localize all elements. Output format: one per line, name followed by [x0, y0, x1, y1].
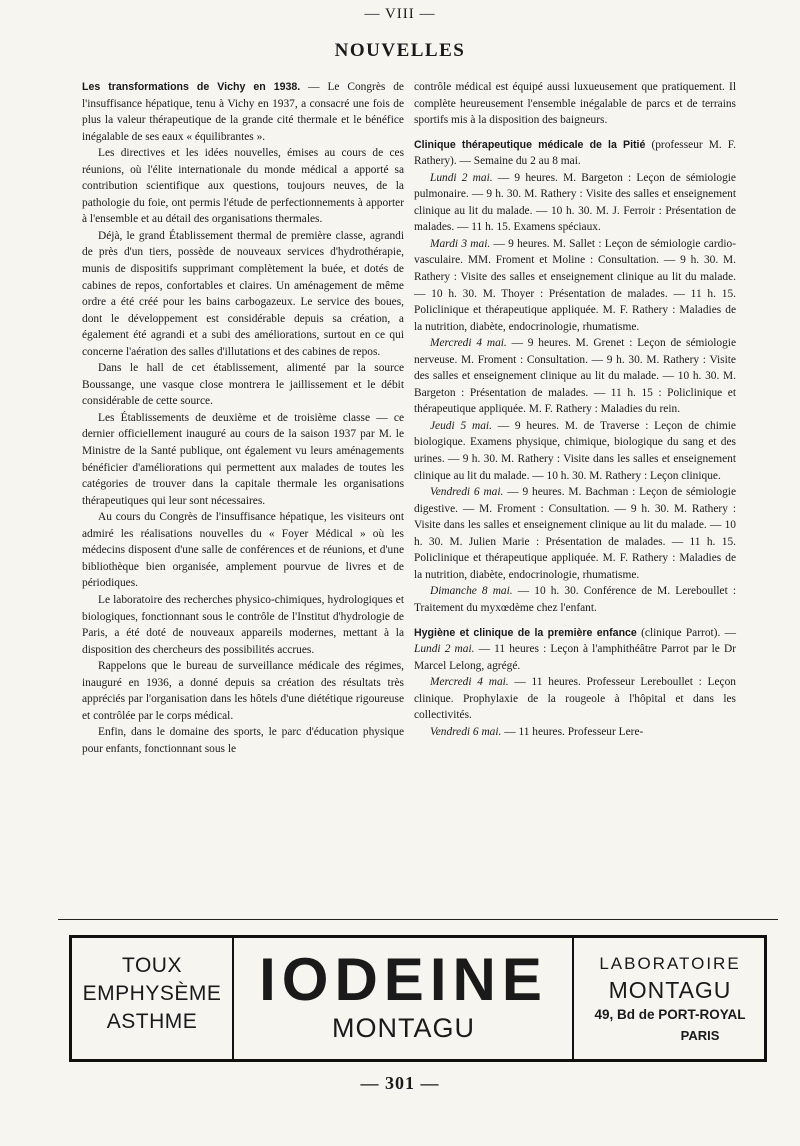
ad-lab-line: MONTAGU	[608, 977, 732, 1003]
schedule-entry	[414, 674, 736, 724]
article-heading: Clinique thérapeutique médicale de la Pitié	[414, 138, 646, 151]
entry-text: — 9 heures. M. Bachman : Leçon de sémiologie digestive. — M. Froment : Consultation. — 9 h. 30. M. Rathery : Visite dans les salles et enseignement clinique au lit du malade. — 10 h. 30. M. Julien Marie : Présentation de malades. — 11 h. 15. Policlinique et thérapeutique appliquée. M. F. Rathery : Maladies de la nutrition, diabète, endocrinologie, rhumatisme.	[414, 486, 736, 581]
ad-laboratory	[575, 952, 765, 1046]
right-column	[414, 79, 736, 740]
advertisement	[69, 935, 767, 1062]
paragraph: Déjà, le grand Établissement thermal de première classe, agrandi de près d'un tiers, possède de nouveaux services d'hydrothérapie, munis de dispositifs supprimant complètement la buée, et dotés de cabines de repos, confortables et claires. Un aménagement de même ordre a été créé pour les bains carbogazeux. Le service des boues, dont le développement est considérable depuis sa création, a également été agrandi et a subi des améliorations, surtout en ce qui concerne l'aération des salles d'illutations et des cabines de repos.	[82, 229, 404, 358]
schedule-entry	[414, 724, 736, 741]
ad-brand-block	[235, 948, 572, 1044]
paragraph	[82, 79, 404, 145]
ad-lab-city: PARIS	[680, 1028, 720, 1043]
paragraph-text: (professeur M. F. Rathery). — Semaine du 2 au 8 mai.	[414, 138, 736, 168]
day-label: Mercredi 4 mai.	[430, 337, 507, 350]
ad-lab-line: LABORATOIRE	[599, 954, 741, 973]
section-title: NOUVELLES	[334, 40, 466, 61]
paragraph: Dans le hall de cet établissement, alimenté par la source Boussange, une vasque close montrera le jaillissement et le débit considérable de cette source.	[82, 362, 404, 408]
ad-lab-address: 49, Bd de PORT-ROYAL	[594, 1007, 746, 1022]
entry-text: — 10 h. 30. Conférence de M. Lereboullet : Traitement du myxœdème chez l'enfant.	[414, 585, 737, 614]
paragraph: Enfin, dans le domaine des sports, le parc d'éducation physique pour enfants, fonctionnant sous le	[82, 726, 404, 755]
entry-text: — 9 heures. M. Grenet : Leçon de sémiologie nerveuse. M. Froment : Consultation. — 9 h. 30. M. Rathery : Visite des salles et enseignement clinique au lit du malade. — 10 h. 30. M. Bargeton : Présentation de malades. — 11 h. 15 : Policlinique et thérapeutique appliquée. M. F. Rathery : Maladies du rein.	[414, 337, 737, 416]
left-column	[82, 79, 404, 757]
paragraph-text: (clinique Parrot). —	[636, 626, 736, 639]
paragraph	[414, 625, 736, 675]
paragraph: contrôle médical est équipé aussi luxueusement que pratiquement. Il complète heureusement l'ensemble inégalable de parcs et de terrains sportifs mis à la disposition des baigneurs.	[414, 81, 736, 127]
day-label: Mercredi 4 mai.	[430, 676, 509, 689]
ad-indication: ASTHME	[106, 1010, 198, 1033]
day-label: Mardi 3 mai.	[430, 237, 491, 250]
paragraph: Les directives et les idées nouvelles, émises au cours de ces réunions, où l'élite internationale du monde médical a apporté sa contribution scientifique aux questions, toujours neuves, de la pathologie du foie, ont permis l'étude de perfectionnements à apporter à l'ensemble et au détail des organisations thermales.	[82, 147, 404, 226]
schedule-entry	[414, 335, 736, 418]
day-label: Jeudi 5 mai.	[430, 419, 492, 432]
paragraph-text: — Le Congrès de l'insuffisance hépatique, tenu à Vichy en 1937, a consacré une fois de plus la valeur thérapeutique de la grande cité thermale et le bénéfice inégalable de ses eaux « équilibrantes ».	[82, 81, 404, 143]
entry-text: — 9 heures. M. Sallet : Leçon de sémiologie cardio-vasculaire. MM. Froment et Moline : Consultation. — 9 h. 30. M. Rathery : Visite des salles et enseignement clinique au lit du malade. — 10 h. 30. M. Thoyer : Présentation de malades. — 11 h. 15. Policlinique et thérapeutique appliquée. M. F. Rathery : Maladies de la nutrition, diabète, endocrinologie, rhumatisme.	[414, 237, 736, 333]
day-label: Vendredi 6 mai.	[430, 486, 504, 499]
ad-indication: EMPHYSÈME	[82, 982, 222, 1005]
separator-rule	[58, 919, 778, 920]
entry-text: — 11 heures : Leçon à l'amphithéâtre Parrot par le Dr Marcel Lelong, agrégé.	[414, 643, 736, 672]
entry-text: — 9 heures. M. de Traverse : Leçon de chimie biologique. Examens physique, chimique, biologique du sang et des urines. — 9 h. 30. M. Rathery : Visite dans les salles et enseignement clinique au lit du malade. — 10 h. 30. M. Rathery : Leçon clinique.	[414, 419, 736, 482]
schedule-entry	[414, 583, 736, 616]
paragraph: Le laboratoire des recherches physico-chimiques, hydrologiques et biologiques, fonctionnant sous le contrôle de l'Institut d'hydrologie de Paris, a été doté de nouveaux appareils modernes, mettant à la disposition des chercheurs des possibilités accrues.	[82, 593, 404, 656]
ad-indications	[72, 952, 232, 1036]
schedule-entry	[414, 236, 736, 335]
article-heading: Hygiène et clinique de la première enfance	[414, 626, 637, 639]
entry-text: — 11 heures. Professeur Lereboullet : Leçon clinique. Prophylaxie de la rougeole à l'hôpital et dans les collectivités.	[414, 676, 736, 722]
schedule-entry	[414, 170, 736, 236]
paragraph: Au cours du Congrès de l'insuffisance hépatique, les visiteurs ont admiré les réalisations nouvelles du « Foyer Médical » où les médecins disposent d'une salle de conférences et de réunions, et d'une bibliothèque bien organisée, amplement pourvue de livres et de périodiques.	[82, 511, 404, 590]
paragraph: Rappelons que le bureau de surveillance médicale des régimes, inauguré en 1936, a donné depuis sa création des résultats très appréciés par l'organisation dans les hôtels d'une diététique rigoureuse et contrôlée par le corps médical.	[82, 660, 404, 722]
schedule-entry	[414, 484, 736, 583]
schedule-entry	[414, 418, 736, 484]
entry-text: — 9 heures. M. Bargeton : Leçon de sémiologie pulmonaire. — 9 h. 30. M. Rathery : Visite des salles et enseignement clinique au lit du malade. — 10 h. 30. M. J. Ferroir : Présentation de malades. — 11 h. 15. Examens spéciaux.	[414, 171, 736, 234]
day-label: Vendredi 6 mai.	[430, 725, 502, 738]
ad-brand: IODEINE	[259, 946, 548, 1013]
day-label: Dimanche 8 mai.	[430, 585, 513, 598]
entry-text: — 11 heures. Professeur Lere-	[501, 725, 644, 738]
ad-brand-subtitle: MONTAGU	[332, 1013, 475, 1043]
ad-indication: TOUX	[122, 954, 182, 977]
day-label: Lundi 2 mai.	[430, 171, 493, 184]
page-number: — 301 —	[360, 1073, 440, 1093]
article-heading: Les transformations de Vichy en 1938.	[82, 81, 301, 93]
ad-divider	[232, 938, 234, 1059]
ad-divider	[572, 938, 574, 1059]
paragraph	[414, 137, 736, 170]
day-label: Lundi 2 mai.	[414, 643, 475, 656]
paragraph: Les Établissements de deuxième et de troisième classe — ce dernier officiellement inauguré au cours de la saison 1937 par M. le Ministre de la Santé publique, ont également vu leurs aménagements bénéficier d'améliorations qui permettent aux malades de toutes les catégories de trouver dans la capitale thermale les organisations thérapeutiques qui leur sont nécessaires.	[82, 411, 404, 507]
page-roman-numeral: — VIII —	[364, 6, 436, 22]
